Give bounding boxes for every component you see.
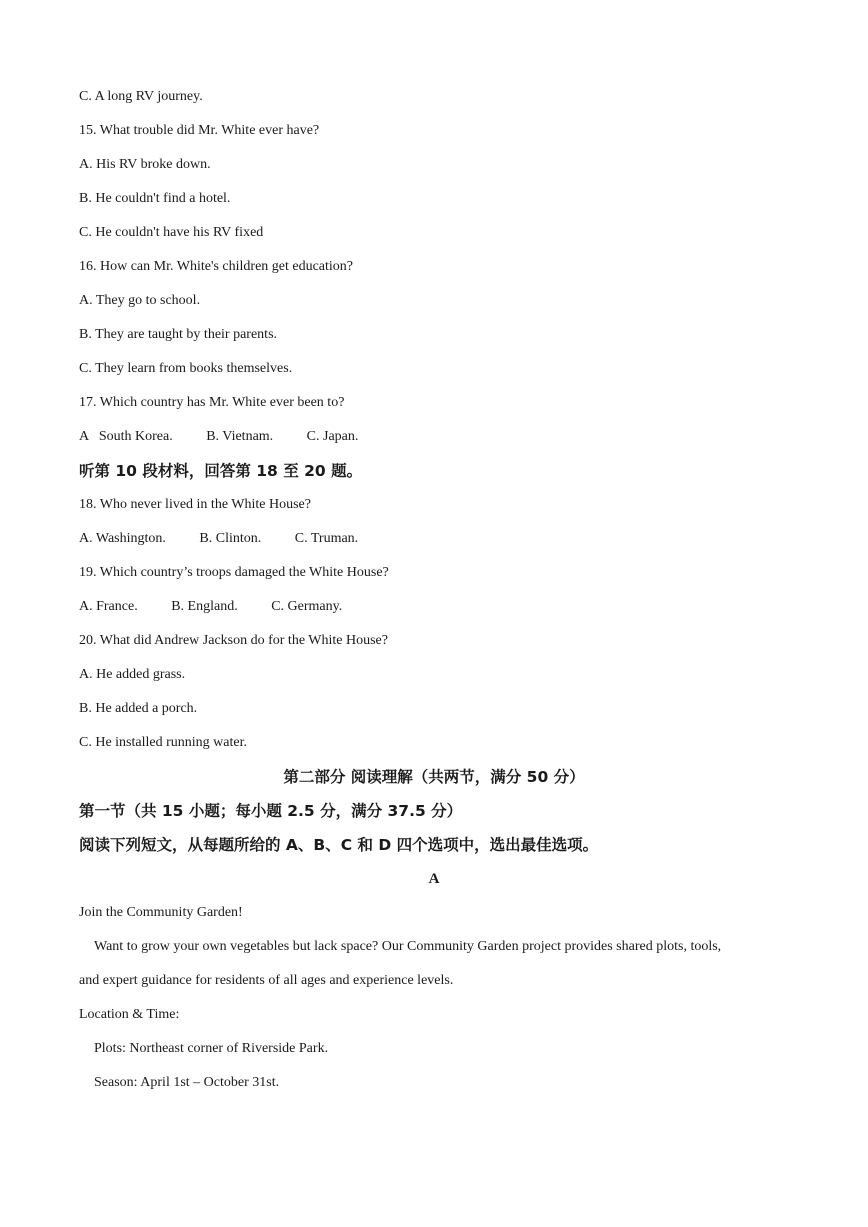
part2-heading: 第二部分 阅读理解（共两节，满分 50 分） [283,768,585,786]
q15-option-c: C. He couldn't have his RV fixed [79,225,264,240]
section1-heading: 第一节（共 15 小题；每小题 2.5 分，满分 37.5 分） [79,802,463,820]
q17-option-b: B. Vietnam. [206,429,274,444]
q20-option-b: B. He added a porch. [79,701,198,716]
passage-para1-line2: and expert guidance for residents of all ages and experience levels. [79,973,454,988]
q16-option-b: B. They are taught by their parents. [79,327,278,342]
q15-option-b: B. He couldn't find a hotel. [79,191,231,206]
q20-option-a: A. He added grass. [79,667,186,682]
location-heading: Location & Time: [79,1007,180,1022]
q15-option-a: A. His RV broke down. [79,157,211,172]
plots-info: Plots: Northeast corner of Riverside Park. [94,1041,329,1056]
q16-option-c: C. They learn from books themselves. [79,361,293,376]
q19-option-c: C. Germany. [271,599,343,614]
section-10-heading: 听第 10 段材料，回答第 18 至 20 题。 [79,462,363,480]
q18-option-a: A. Washington. [79,531,166,546]
q18-options [79,528,789,562]
q20-question: 20. What did Andrew Jackson do for the White House? [79,633,388,648]
document-page [79,86,789,1106]
q16-option-a: A. They go to school. [79,293,201,308]
q19-question: 19. Which country’s troops damaged the White House? [79,565,389,580]
q19-option-b: B. England. [171,599,238,614]
q17-option-a: A South Korea. [79,429,173,444]
passage-letter: A [428,871,440,887]
passage-para1-line1: Want to grow your own vegetables but lack space? Our Community Garden project provides shared plots, tools, [94,939,722,954]
q18-option-b: B. Clinton. [199,531,262,546]
q17-question: 17. Which country has Mr. White ever been to? [79,395,345,410]
q18-option-c: C. Truman. [294,531,359,546]
reading-instruction: 阅读下列短文，从每题所给的 A、B、C 和 D 四个选项中，选出最佳选项。 [79,836,599,854]
q20-option-c: C. He installed running water. [79,735,247,750]
season-info: Season: April 1st – October 31st. [94,1075,280,1090]
q16-question: 16. How can Mr. White's children get education? [79,259,354,274]
passage-title: Join the Community Garden! [79,905,243,920]
q19-options [79,596,789,630]
q15-question: 15. What trouble did Mr. White ever have? [79,123,320,138]
q17-options [79,426,789,460]
q19-option-a: A. France. [79,599,138,614]
q18-question: 18. Who never lived in the White House? [79,497,311,512]
q14-option-c: C. A long RV journey. [79,89,203,104]
q17-option-c: C. Japan. [306,429,359,444]
